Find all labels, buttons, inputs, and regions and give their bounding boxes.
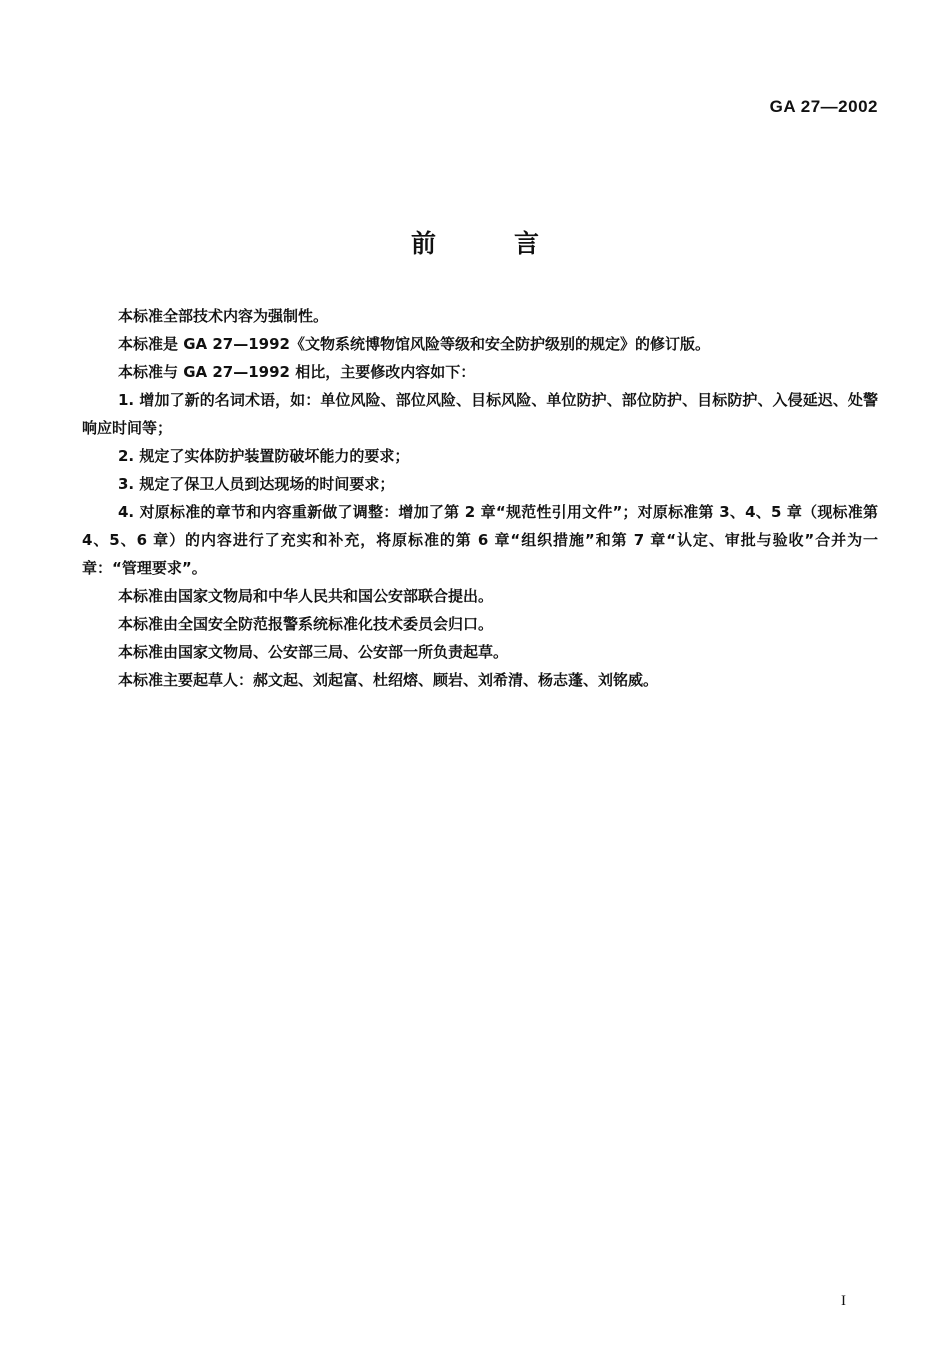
paragraph-change-3: 3. 规定了保卫人员到达现场的时间要求； — [118, 475, 395, 493]
foreword-body — [82, 302, 878, 694]
paragraph-change-4: 4. 对原标准的章节和内容重新做了调整：增加了第 2 章“规范性引用文件”；对原标准第 3、4、5 章（现标准第 4、5、6 章）的内容进行了充实和补充，将原标准的第 6 章“组织措施”和第 7 章“认定、审批与验收”合并为一章：“管理要求”。 — [82, 503, 878, 577]
paragraph-change-1: 1. 增加了新的名词术语，如：单位风险、部位风险、目标风险、单位防护、部位防护、目标防护、入侵延迟、处警响应时间等； — [82, 391, 878, 437]
paragraph-drafters: 本标准主要起草人：郝文起、刘起富、杜绍熔、顾岩、刘希清、杨志蓬、刘铭威。 — [118, 671, 659, 689]
paragraph-change-2: 2. 规定了实体防护装置防破坏能力的要求； — [118, 447, 410, 465]
page-number: I — [841, 1293, 846, 1309]
paragraph-proposer: 本标准由国家文物局和中华人民共和国公安部联合提出。 — [118, 587, 494, 605]
standard-number: GA 27—2002 — [769, 97, 878, 116]
page-title: 前言 — [410, 229, 617, 258]
paragraph-changes-intro: 本标准与 GA 27—1992 相比，主要修改内容如下： — [118, 363, 476, 381]
paragraph-drafting-units: 本标准由国家文物局、公安部三局、公安部一所负责起草。 — [118, 643, 509, 661]
paragraph-committee: 本标准由全国安全防范报警系统标准化技术委员会归口。 — [118, 615, 494, 633]
paragraph-mandatory: 本标准全部技术内容为强制性。 — [118, 307, 329, 325]
paragraph-revision: 本标准是 GA 27—1992《文物系统博物馆风险等级和安全防护级别的规定》的修订版。 — [118, 335, 710, 353]
